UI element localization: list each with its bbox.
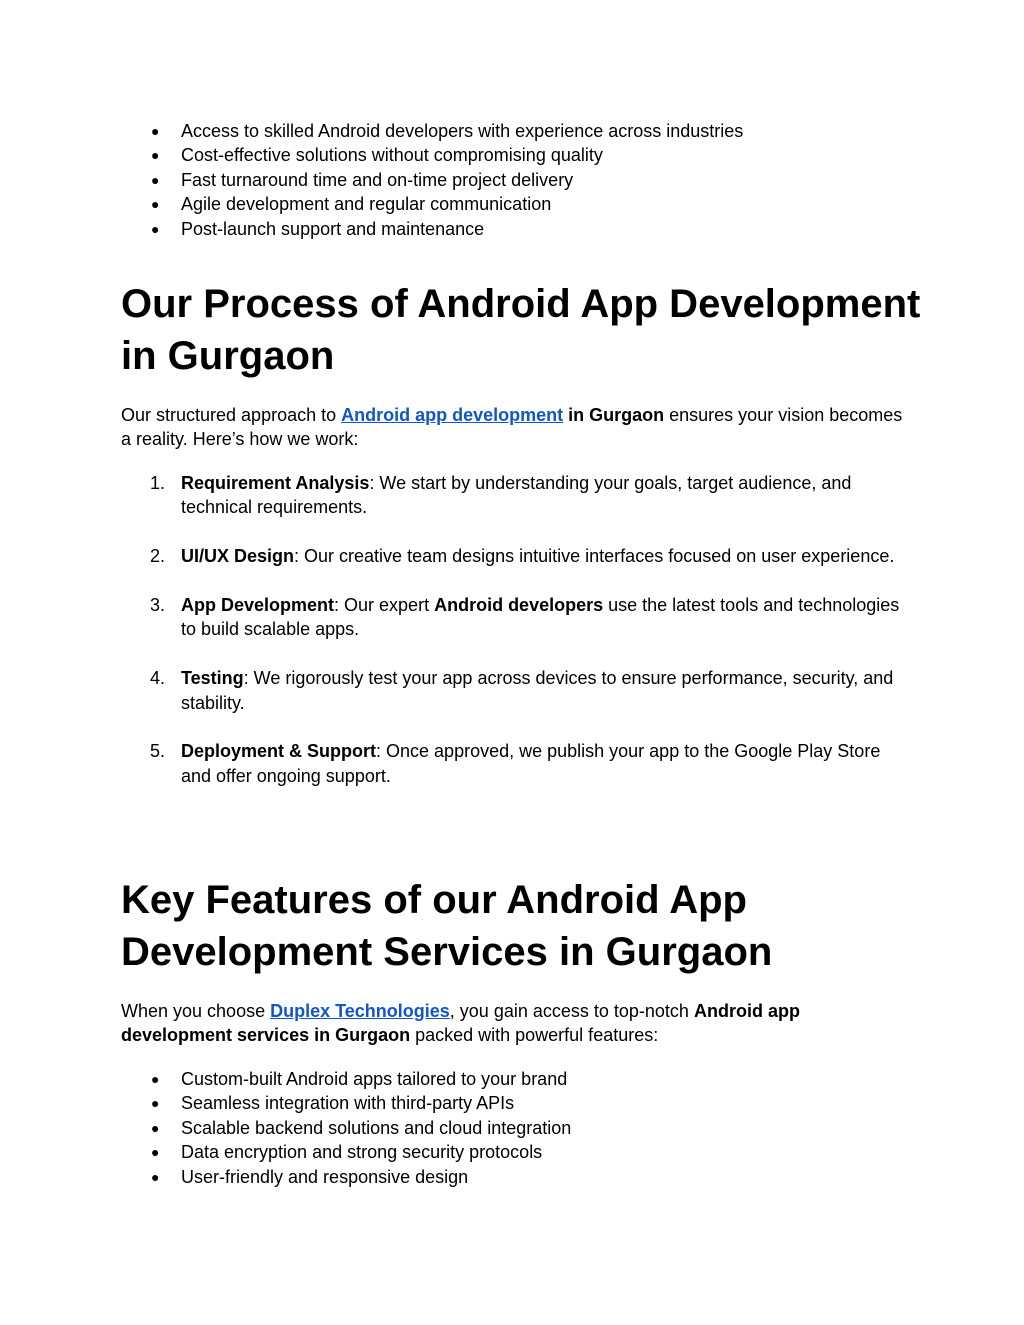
duplex-technologies-link[interactable]: Duplex Technologies [270,1001,450,1021]
step-number: 3. [150,595,166,615]
step-title: UI/UX Design [181,546,295,567]
step-number: 4. [150,668,166,689]
process-steps-list [0,471,911,813]
bullet-icon: ● [151,1168,160,1185]
bullet-icon: ● [151,220,160,237]
list-item: ● Cost-effective solutions without compromising quality [0,143,743,167]
step-title: Testing [181,668,244,689]
step-number: 1. [150,473,166,493]
process-heading: Our Process of Android App Development in Gurgaon [121,282,921,378]
list-item: 4. Testing: We rigorously test your app across devices to ensure performance, security, and stability. [150,668,894,713]
bullet-icon: ● [151,1144,160,1161]
bullet-icon: ● [151,147,160,164]
features-heading: Key Features of our Android App Development Services in Gurgaon [121,878,773,974]
list-item: ● Access to skilled Android developers with experience across industries [0,119,743,143]
step-title: Deployment & Support [181,741,377,762]
bullet-icon: ● [151,196,160,213]
list-item: 3. App Development: Our expert Android developers use the latest tools and technologies to build scalable apps. [150,595,900,640]
list-item: ● Custom-built Android apps tailored to your brand [0,1067,571,1091]
bullet-icon: ● [151,123,160,139]
features-list [0,1067,571,1189]
list-item: ● Data encryption and strong security protocols [0,1140,571,1164]
android-app-development-link[interactable]: Android app development [341,405,564,425]
benefits-list [0,119,743,241]
bullet-icon: ● [151,1095,160,1112]
list-item: ● Fast turnaround time and on-time project delivery [0,168,743,192]
list-item: 5. Deployment & Support: Once approved, we publish your app to the Google Play Store and offer ongoing support. [150,741,881,786]
list-item: ● Seamless integration with third-party APIs [0,1091,571,1115]
step-title: Requirement Analysis [181,473,370,493]
step-number: 2. [150,546,166,567]
step-number: 5. [150,741,166,762]
list-item: ● User-friendly and responsive design [0,1165,571,1189]
step-title: App Development [181,595,335,615]
list-item: ● Agile development and regular communication [0,192,743,216]
bullet-icon: ● [151,171,160,188]
bullet-icon: ● [151,1119,160,1136]
features-intro: When you choose Duplex Technologies, you gain access to top-notch Android app development services in Gurgaon packed with powerful features: [121,1001,800,1046]
list-item: 1. Requirement Analysis: We start by understanding your goals, target audience, and technical requirements. [150,473,852,518]
bullet-icon: ● [151,1071,160,1087]
list-item: 2. UI/UX Design: Our creative team designs intuitive interfaces focused on user experience. [181,544,911,568]
list-item: ● Scalable backend solutions and cloud integration [0,1116,571,1140]
process-intro: Our structured approach to Android app development in Gurgaon ensures your vision becomes a reality. Here’s how we work: [121,405,903,450]
list-item: ● Post-launch support and maintenance [0,217,743,241]
